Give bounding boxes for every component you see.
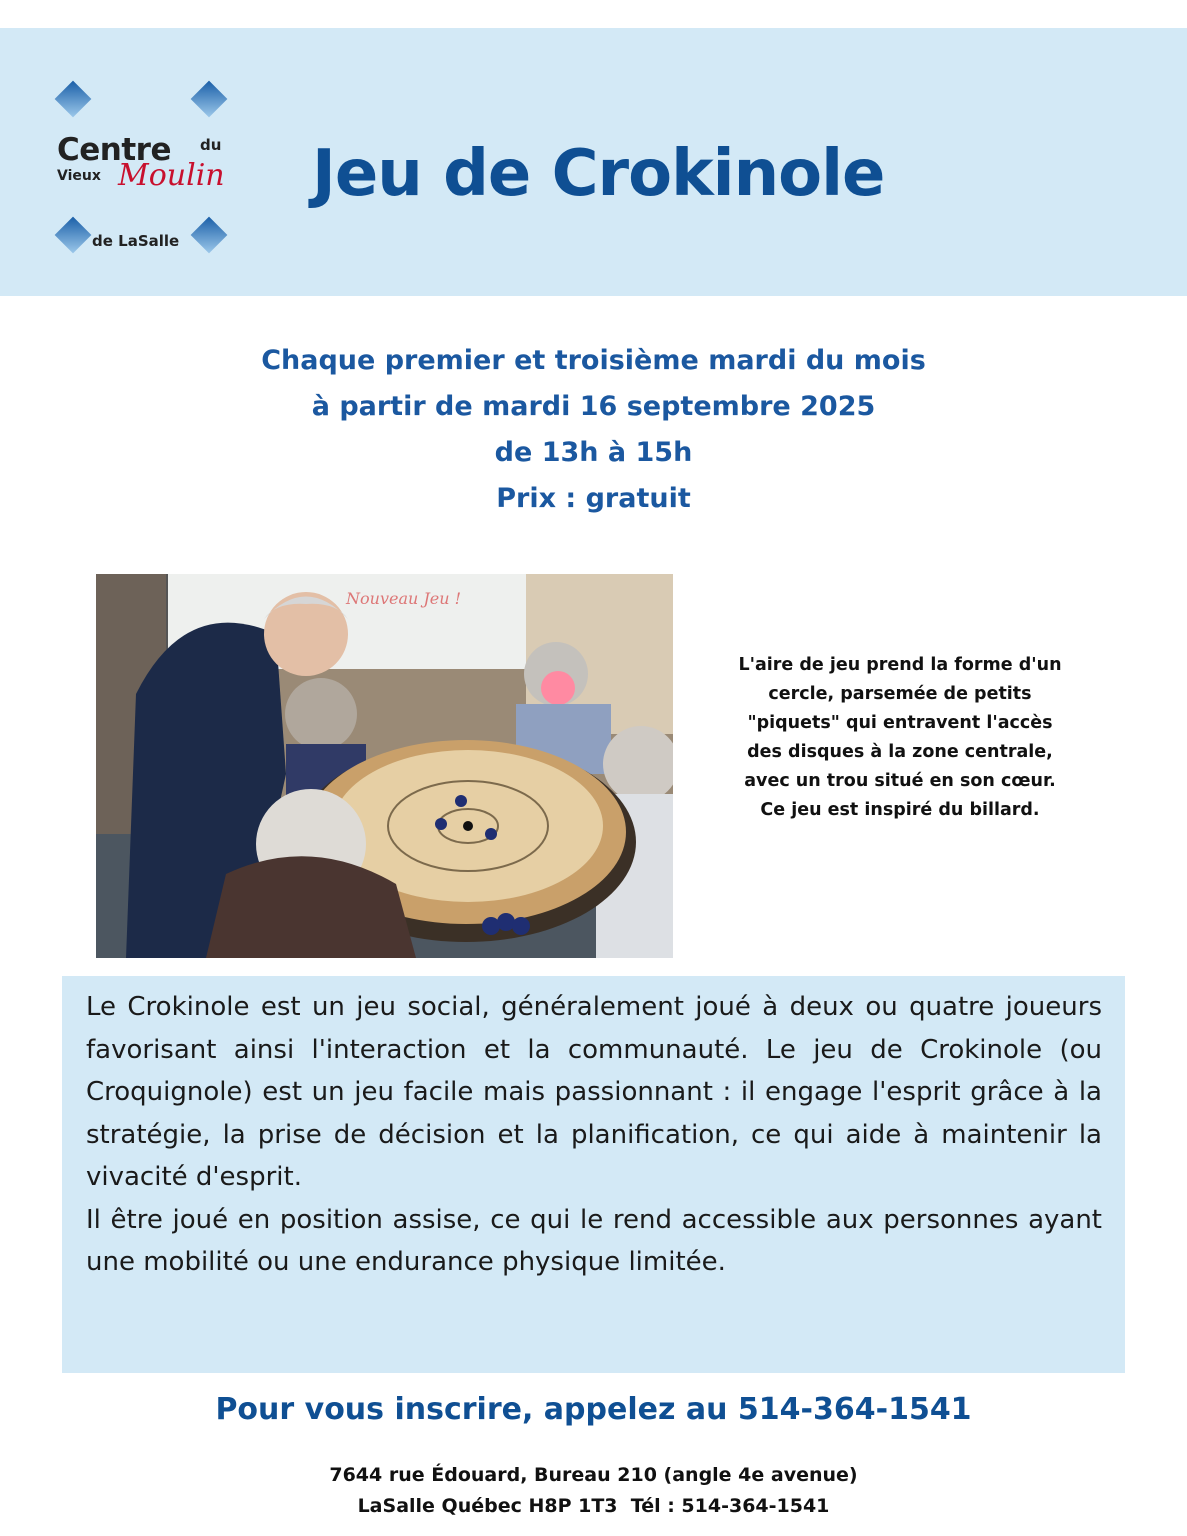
page-title: Jeu de Crokinole — [312, 137, 885, 211]
whiteboard-text: Nouveau Jeu ! — [346, 589, 462, 608]
logo-moulin-text: Moulin — [118, 158, 225, 193]
photo-illustration — [96, 574, 673, 958]
address-block — [0, 1460, 1187, 1522]
side-text-line: avec un trou situé en son cœur. — [744, 771, 1056, 791]
logo-diamond-bottom-left — [55, 217, 92, 254]
game-description-side — [700, 651, 1100, 825]
schedule-line: Chaque premier et troisième mardi du mois — [261, 345, 926, 376]
crokinole-photo — [96, 574, 673, 958]
address-line: 7644 rue Édouard, Bureau 210 (angle 4e avenue) — [329, 1464, 858, 1486]
centre-logo — [52, 78, 242, 258]
side-text-line: "piquets" qui entravent l'accès — [747, 713, 1053, 733]
logo-diamond-top-right — [191, 81, 228, 118]
side-text-line: cercle, parsemée de petits — [768, 684, 1032, 704]
side-text-line: Ce jeu est inspiré du billard. — [760, 800, 1040, 820]
logo-lasalle-text: de LaSalle — [92, 232, 180, 250]
logo-centre-text: Centre — [57, 132, 171, 168]
side-text-line: des disques à la zone centrale, — [747, 742, 1053, 762]
address-line: LaSalle Québec H8P 1T3 Tél : 514-364-1541 — [357, 1495, 830, 1517]
registration-call: Pour vous inscrire, appelez au 514-364-1541 — [215, 1392, 972, 1427]
description-paragraph: Le Crokinole est un jeu social, généralement joué à deux ou quatre joueurs favorisant ainsi l'interaction et la communauté. Le jeu de Crokinole (ou Croquignole) est un jeu facile mais passionnant : il engage l'esprit grâce à la stratégie, la prise de décision et la planification, ce qui aide à maintenir la vivacité d'esprit. — [86, 992, 1102, 1192]
schedule-line: de 13h à 15h — [494, 437, 693, 468]
schedule-line: à partir de mardi 16 septembre 2025 — [311, 391, 876, 422]
side-text-line: L'aire de jeu prend la forme d'un — [738, 655, 1062, 675]
logo-diamond-top-left — [55, 81, 92, 118]
description-text — [86, 986, 1102, 1284]
schedule-block — [0, 338, 1187, 522]
logo-du-text: du — [200, 136, 222, 154]
price-line: Prix : gratuit — [496, 483, 691, 514]
logo-diamond-bottom-right — [191, 217, 228, 254]
logo-vieux-text: Vieux — [57, 168, 101, 184]
description-paragraph: Il être joué en position assise, ce qui le rend accessible aux personnes ayant une mobilité ou une endurance physique limitée. — [86, 1204, 1102, 1277]
description-box — [62, 976, 1125, 1373]
